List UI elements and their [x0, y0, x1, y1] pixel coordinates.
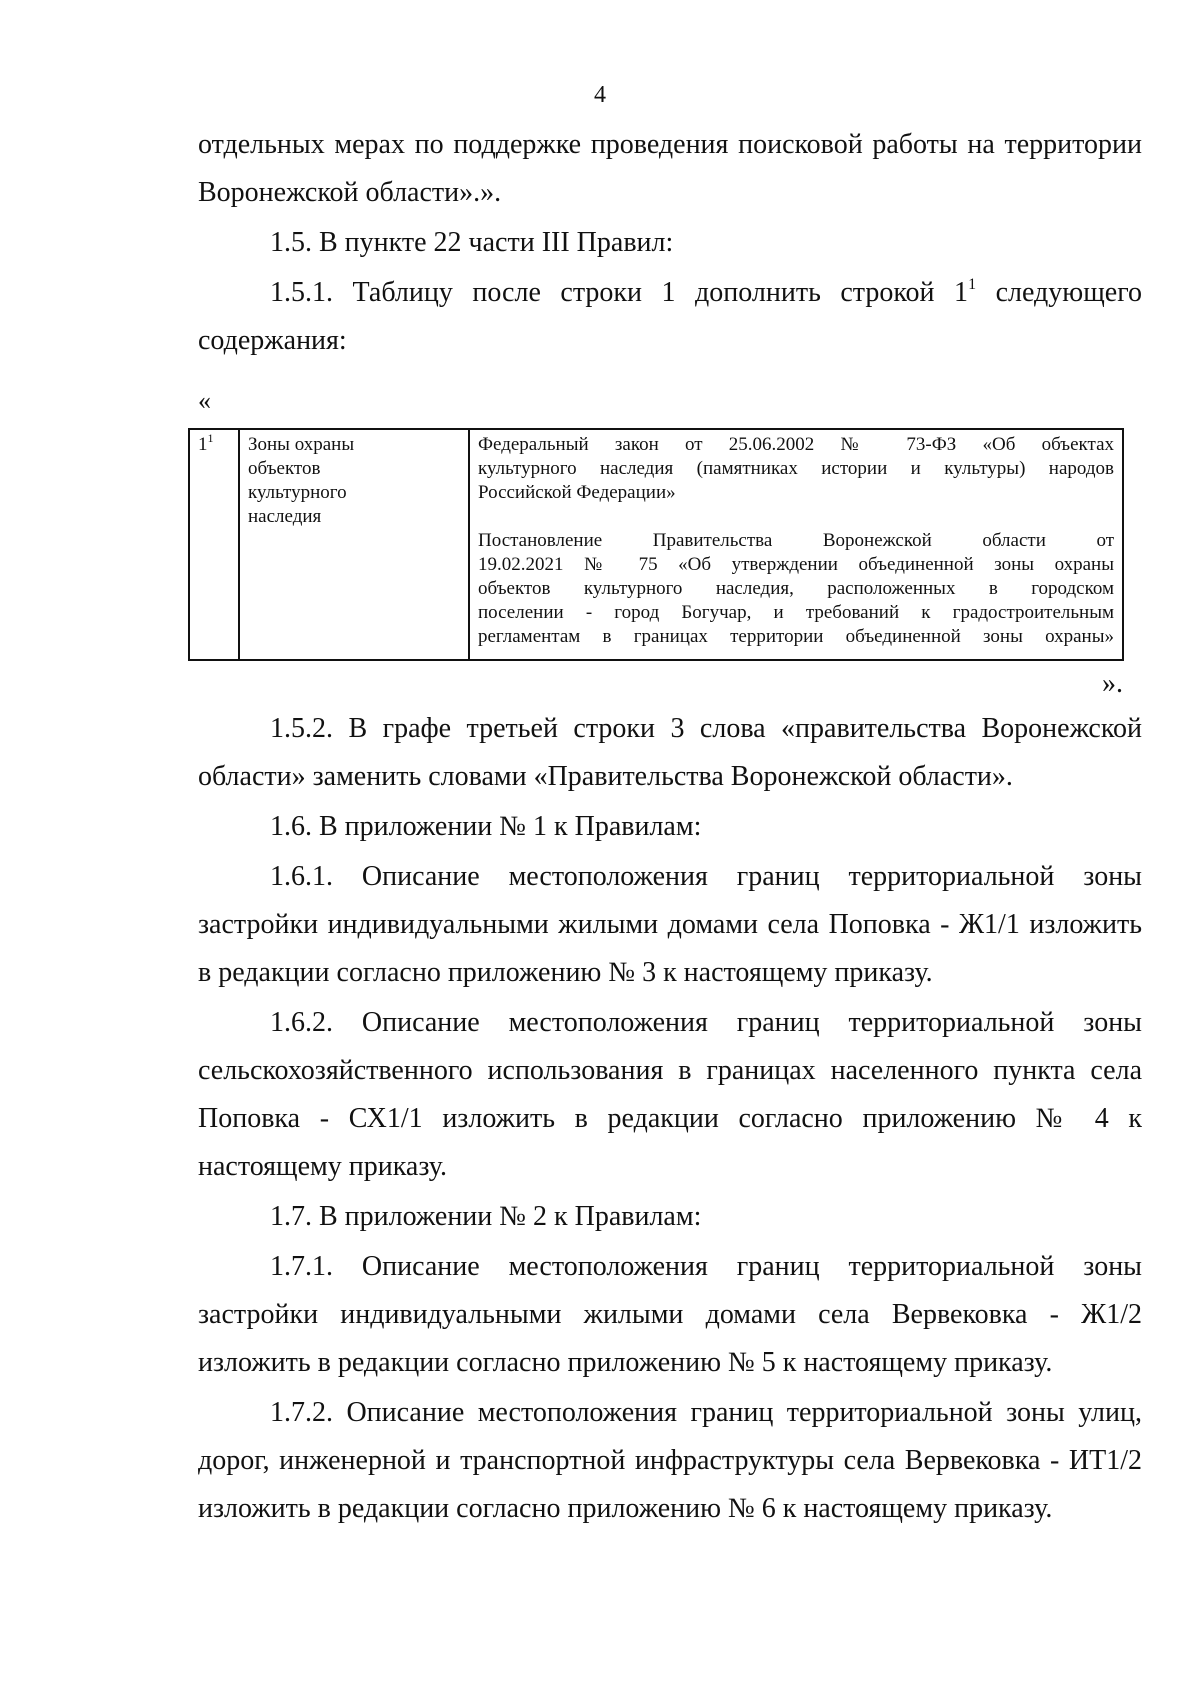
table-row [189, 429, 1123, 660]
item-1-6-2-line-1: 1.6.2. Описание местоположения границ территориальной зоны [270, 1007, 1142, 1038]
opening-quote: « [198, 386, 211, 415]
item-1-6-2-line-4: настоящему приказу. [198, 1151, 448, 1182]
intro-line-1: отдельных мерах по поддержке проведения поисковой работы на территории [198, 129, 1142, 160]
row-number-cell [189, 429, 239, 660]
row-number: 1 [198, 434, 208, 455]
insert-table [188, 428, 1124, 661]
item-1-6-1-line-2: застройки индивидуальными жилыми домами села Поповка - Ж1/1 изложить [198, 909, 1142, 940]
basis-line: Федеральный закон от 25.06.2002 № 73-ФЗ «Об объектах [478, 434, 1114, 455]
basis-line: регламентам в границах территории объединенной зоны охраны» [478, 626, 1114, 647]
basis-line: Российской Федерации» [478, 482, 676, 503]
item-1-5: 1.5. В пункте 22 части III Правил: [270, 227, 674, 258]
basis-line: 19.02.2021 № 75 «Об утверждении объединенной зоны охраны [478, 554, 1114, 575]
item-1-7-2-line-2: дорог, инженерной и транспортной инфраструктуры села Вервековка - ИТ1/2 [198, 1445, 1142, 1476]
item-1-5-2-line-1: 1.5.2. В графе третьей строки 3 слова «правительства Воронежской [270, 713, 1142, 744]
page-number: 4 [594, 82, 606, 108]
closing-quote: ». [1102, 668, 1123, 699]
item-1-5-1-line-2: содержания: [198, 325, 347, 356]
item-1-6-2-line-3: Поповка - СХ1/1 изложить в редакции согласно приложению № 4 к [198, 1103, 1142, 1134]
intro-line-2: Воронежской области».». [198, 177, 502, 208]
basis-line: Постановление Правительства Воронежской области от [478, 530, 1114, 551]
item-1-5-2-line-2: области» заменить словами «Правительства Воронежской области». [198, 761, 1013, 792]
basis-line: объектов культурного наследия, расположенных в городском [478, 578, 1114, 599]
item-1-6-1-line-1: 1.6.1. Описание местоположения границ территориальной зоны [270, 861, 1142, 892]
superscript: 1 [968, 276, 977, 293]
item-1-7-1-line-1: 1.7.1. Описание местоположения границ территориальной зоны [270, 1251, 1142, 1282]
item-1-6-2-line-2: сельскохозяйственного использования в границах населенного пункта села [198, 1055, 1142, 1086]
basis-line: культурного наследия (памятниках истории и культуры) народов [478, 458, 1114, 479]
zone-line: объектов [248, 458, 321, 479]
row-number-superscript: 1 [207, 431, 214, 445]
item-1-5-1-text-end: следующего [976, 277, 1142, 308]
item-1-7: 1.7. В приложении № 2 к Правилам: [270, 1201, 702, 1232]
zone-line: культурного [248, 482, 347, 503]
item-1-5-1-line-1 [270, 276, 1142, 310]
item-1-7-2-line-1: 1.7.2. Описание местоположения границ территориальной зоны улиц, [270, 1397, 1142, 1428]
item-1-7-1-line-3: изложить в редакции согласно приложению № 5 к настоящему приказу. [198, 1347, 1053, 1378]
legal-basis-cell [469, 429, 1123, 660]
basis-line: поселении - город Богучар, и требований к градостроительным [478, 602, 1114, 623]
zone-line: наследия [248, 506, 322, 527]
zone-line: Зоны охраны [248, 434, 355, 455]
item-1-7-2-line-3: изложить в редакции согласно приложению № 6 к настоящему приказу. [198, 1493, 1053, 1524]
zone-name-cell [239, 429, 469, 660]
item-1-6-1-line-3: в редакции согласно приложению № 3 к настоящему приказу. [198, 957, 933, 988]
item-1-7-1-line-2: застройки индивидуальными жилыми домами села Вервековка - Ж1/2 [198, 1299, 1142, 1330]
item-1-5-1-text: 1.5.1. Таблицу после строки 1 дополнить строкой 1 [270, 277, 969, 308]
item-1-6: 1.6. В приложении № 1 к Правилам: [270, 811, 702, 842]
